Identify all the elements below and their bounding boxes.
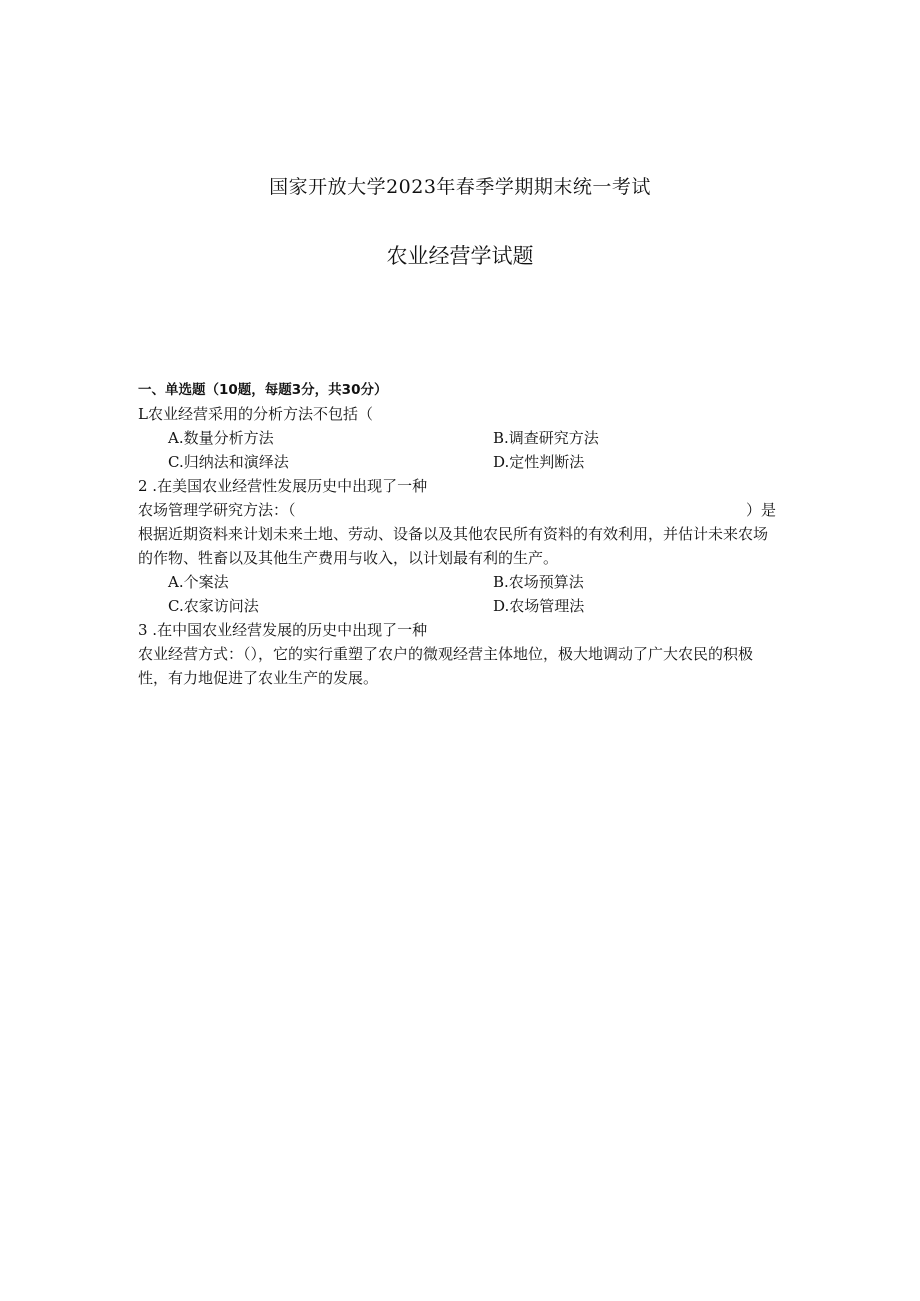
question-2-option-c: C.农家访问法 — [168, 597, 259, 615]
question-1-options — [138, 426, 778, 474]
question-1 — [138, 402, 778, 474]
question-2-stem-line2-right: ）是 — [745, 501, 776, 519]
question-2-stem-line2-left: 农场管理学研究方法：（ — [138, 501, 296, 519]
question-2-option-b: B.农场预算法 — [493, 573, 584, 591]
question-1-option-d: D.定性判断法 — [493, 453, 585, 471]
question-3-stem-rest: 农业经营方式：（），它的实行重塑了农户的微观经营主体地位，极大地调动了广大农民的积极性，有力地促进了农业生产的发展。 — [138, 645, 754, 687]
question-3 — [138, 618, 778, 690]
question-2-stem-line1: 2 .在美国农业经营性发展历史中出现了一种 — [138, 477, 428, 495]
question-1-option-b: B.调查研究方法 — [493, 429, 599, 447]
question-2-option-a: A.个案法 — [168, 573, 229, 591]
exam-content — [138, 378, 778, 690]
question-2-stem-line2 — [138, 498, 776, 522]
question-1-option-a: A.数量分析方法 — [168, 429, 274, 447]
question-2-option-d: D.农场管理法 — [493, 597, 585, 615]
question-3-stem-line1: 3 .在中国农业经营发展的历史中出现了一种 — [138, 621, 428, 639]
question-2 — [138, 474, 778, 618]
subject-title: 农业经营学试题 — [386, 244, 534, 268]
question-1-stem: L农业经营采用的分析方法不包括（ — [138, 405, 373, 423]
section-heading-single-choice: 一、单选题（10题，每题3分，共30分） — [138, 382, 388, 398]
question-2-options — [138, 570, 778, 618]
exam-name-header: 国家开放大学2023年春季学期期末统一考试 — [269, 176, 651, 198]
question-2-stem-rest: 根据近期资料来计划未来土地、劳动、设备以及其他农民所有资料的有效利用，并估计未来农场的作物、牲畜以及其他生产费用与收入，以计划最有利的生产。 — [138, 525, 769, 567]
question-1-option-c: C.归纳法和演绎法 — [168, 453, 289, 471]
